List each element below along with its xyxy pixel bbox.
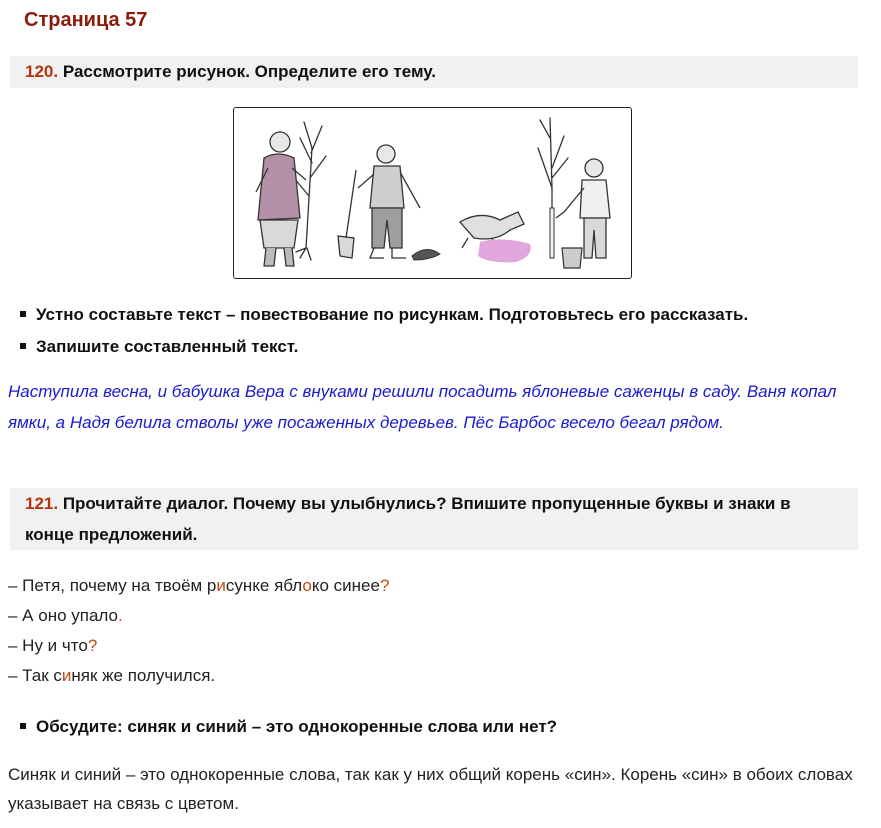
task-text: Прочитайте диалог. Почему вы улыбнулись? Впишите пропущенные буквы и знаки в конце предложений. xyxy=(25,494,791,544)
task-number: 121. xyxy=(25,494,59,513)
bullet-square-icon xyxy=(20,343,26,349)
answer-121: Синяк и синий – это однокоренные слова, так как у них общий корень «син». Корень «син» в обоих словах указывает на связь с цветом. xyxy=(8,765,853,813)
task-121 xyxy=(10,488,858,550)
bullet-square-icon xyxy=(20,723,26,729)
bullet-write-text: Запишите составленный текст. xyxy=(20,335,298,359)
inserted-punctuation: ? xyxy=(379,576,390,595)
task-text: Рассмотрите рисунок. Определите его тему. xyxy=(62,62,436,81)
dialog-line-2: – А оно упало. xyxy=(8,606,123,625)
inserted-letter: и xyxy=(216,576,226,595)
inserted-letter: и xyxy=(61,666,72,685)
page-title: Страница 57 xyxy=(24,9,148,31)
illustration-garden-planting xyxy=(233,107,632,279)
answer-120: Наступила весна, и бабушка Вера с внуками решили посадить яблоневые саженцы в саду. Ваня копал ямки, а Надя белила стволы уже посаженных деревьев. Пёс Барбос весело бегал рядом. xyxy=(8,382,837,432)
task-number: 120. xyxy=(25,62,59,81)
inserted-punctuation: . xyxy=(118,606,123,625)
dialog-line-3: – Ну и что? xyxy=(8,636,98,655)
bullet-oral-text: Устно составьте текст – повествование по рисункам. Подготовьтесь его рассказать. xyxy=(20,303,748,327)
garden-planting-image xyxy=(234,108,631,278)
dialog-line-4: – Так синяк же получился. xyxy=(8,666,216,685)
bullet-square-icon xyxy=(20,311,26,317)
dialog-line-1: – Петя, почему на твоём рисунке яблоко синее? xyxy=(8,576,390,595)
inserted-punctuation: ? xyxy=(87,636,98,655)
inserted-letter: о xyxy=(302,576,312,595)
task-120 xyxy=(10,56,858,88)
bullet-discuss: Обсудите: синяк и синий – это однокоренные слова или нет? xyxy=(20,715,557,739)
